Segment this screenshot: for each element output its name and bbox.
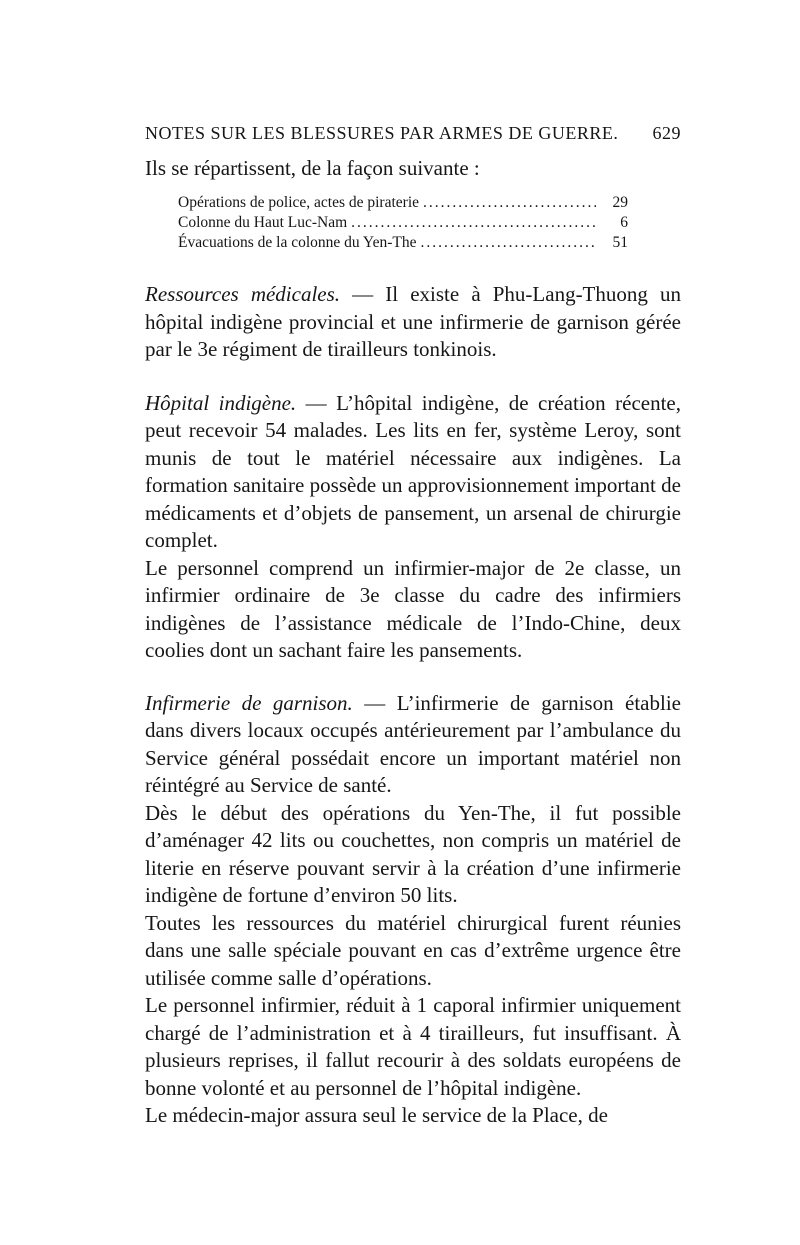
hopital-paragraph — [145, 390, 681, 555]
list-item-label: Évacuations de la colonne du Yen-The — [178, 234, 417, 251]
running-title: NOTES SUR LES BLESSURES PAR ARMES DE GUERRE. — [145, 123, 619, 143]
ressources-paragraph — [145, 281, 681, 364]
section-heading: Ressources médicales. — [145, 282, 341, 306]
paragraph-text: — Il existe à Phu-Lang-Thuong un hôpital indigène provincial et une infirmerie de garnison gérée par le 3e régiment de tirailleurs tonkinois. — [145, 282, 682, 361]
infirmerie-paragraph — [145, 690, 681, 800]
infirmerie-paragraph-3: Toutes les ressources du matériel chirurgical furent réunies dans une salle spéciale pouvant en cas d’extrême urgence être utilisée comme salle d’opérations. — [145, 910, 681, 990]
list-item — [178, 233, 628, 253]
infirmerie-paragraph-4: Le personnel infirmier, réduit à 1 caporal infirmier uniquement chargé de l’administration et à 4 tirailleurs, fut insuffisant. À plusieurs reprises, il fallut recourir à des soldats européens de bonne volonté et au personnel de l’hôpital indigène. — [145, 993, 681, 1100]
leader-dots — [423, 193, 596, 213]
leader-dots — [351, 213, 596, 233]
paragraph-text: — L’hôpital indigène, de création récente, peut recevoir 54 malades. Les lits en fer, système Leroy, sont munis de tout le matériel nécessaire aux indigènes. La formation sanitaire possède un approvisionnement important de médicaments et d’objets de pansement, un arsenal de chirurgie complet. — [145, 390, 681, 552]
paragraph-text: — L’infirmerie de garnison établie dans divers locaux occupés antérieurement par l’ambulance du Service général possédait encore un important matériel non réintégré au Service de santé. — [145, 690, 681, 797]
intro-text: Ils se répartissent, de la façon suivante : — [145, 156, 480, 180]
list-item-value: 29 — [612, 194, 628, 211]
section-gap — [145, 364, 681, 390]
section-gap — [145, 665, 681, 690]
page-number: 629 — [652, 123, 681, 143]
list-item-value: 51 — [612, 234, 628, 251]
list-item-label: Colonne du Haut Luc-Nam — [178, 214, 348, 231]
list-item-value: 6 — [620, 214, 628, 231]
list-item — [178, 213, 628, 233]
casualty-list — [178, 193, 628, 253]
leader-dots — [420, 233, 596, 253]
infirmerie-paragraph-5: Le médecin-major assura seul le service de la Place, de — [145, 1103, 608, 1127]
document-page — [145, 118, 681, 1130]
list-item — [178, 193, 628, 213]
infirmerie-paragraph-2: Dès le début des opérations du Yen-The, il fut possible d’aménager 42 lits ou couchettes, non compris un matériel de literie en réserve pouvant servir à la création d’une infirmerie indigène de fortune d’environ 50 lits. — [145, 800, 681, 907]
list-item-label: Opérations de police, actes de piraterie — [178, 194, 419, 211]
section-heading: Infirmerie de garnison. — [145, 690, 353, 715]
hopital-paragraph-2: Le personnel comprend un infirmier-major de 2e classe, un infirmier ordinaire de 3e classe du cadre des infirmiers indigènes de l’assistance médicale de l’Indo-Chine, deux coolies dont un sachant faire les pansements. — [145, 555, 681, 662]
section-heading: Hôpital indigène. — [145, 390, 297, 415]
running-header — [145, 118, 681, 148]
